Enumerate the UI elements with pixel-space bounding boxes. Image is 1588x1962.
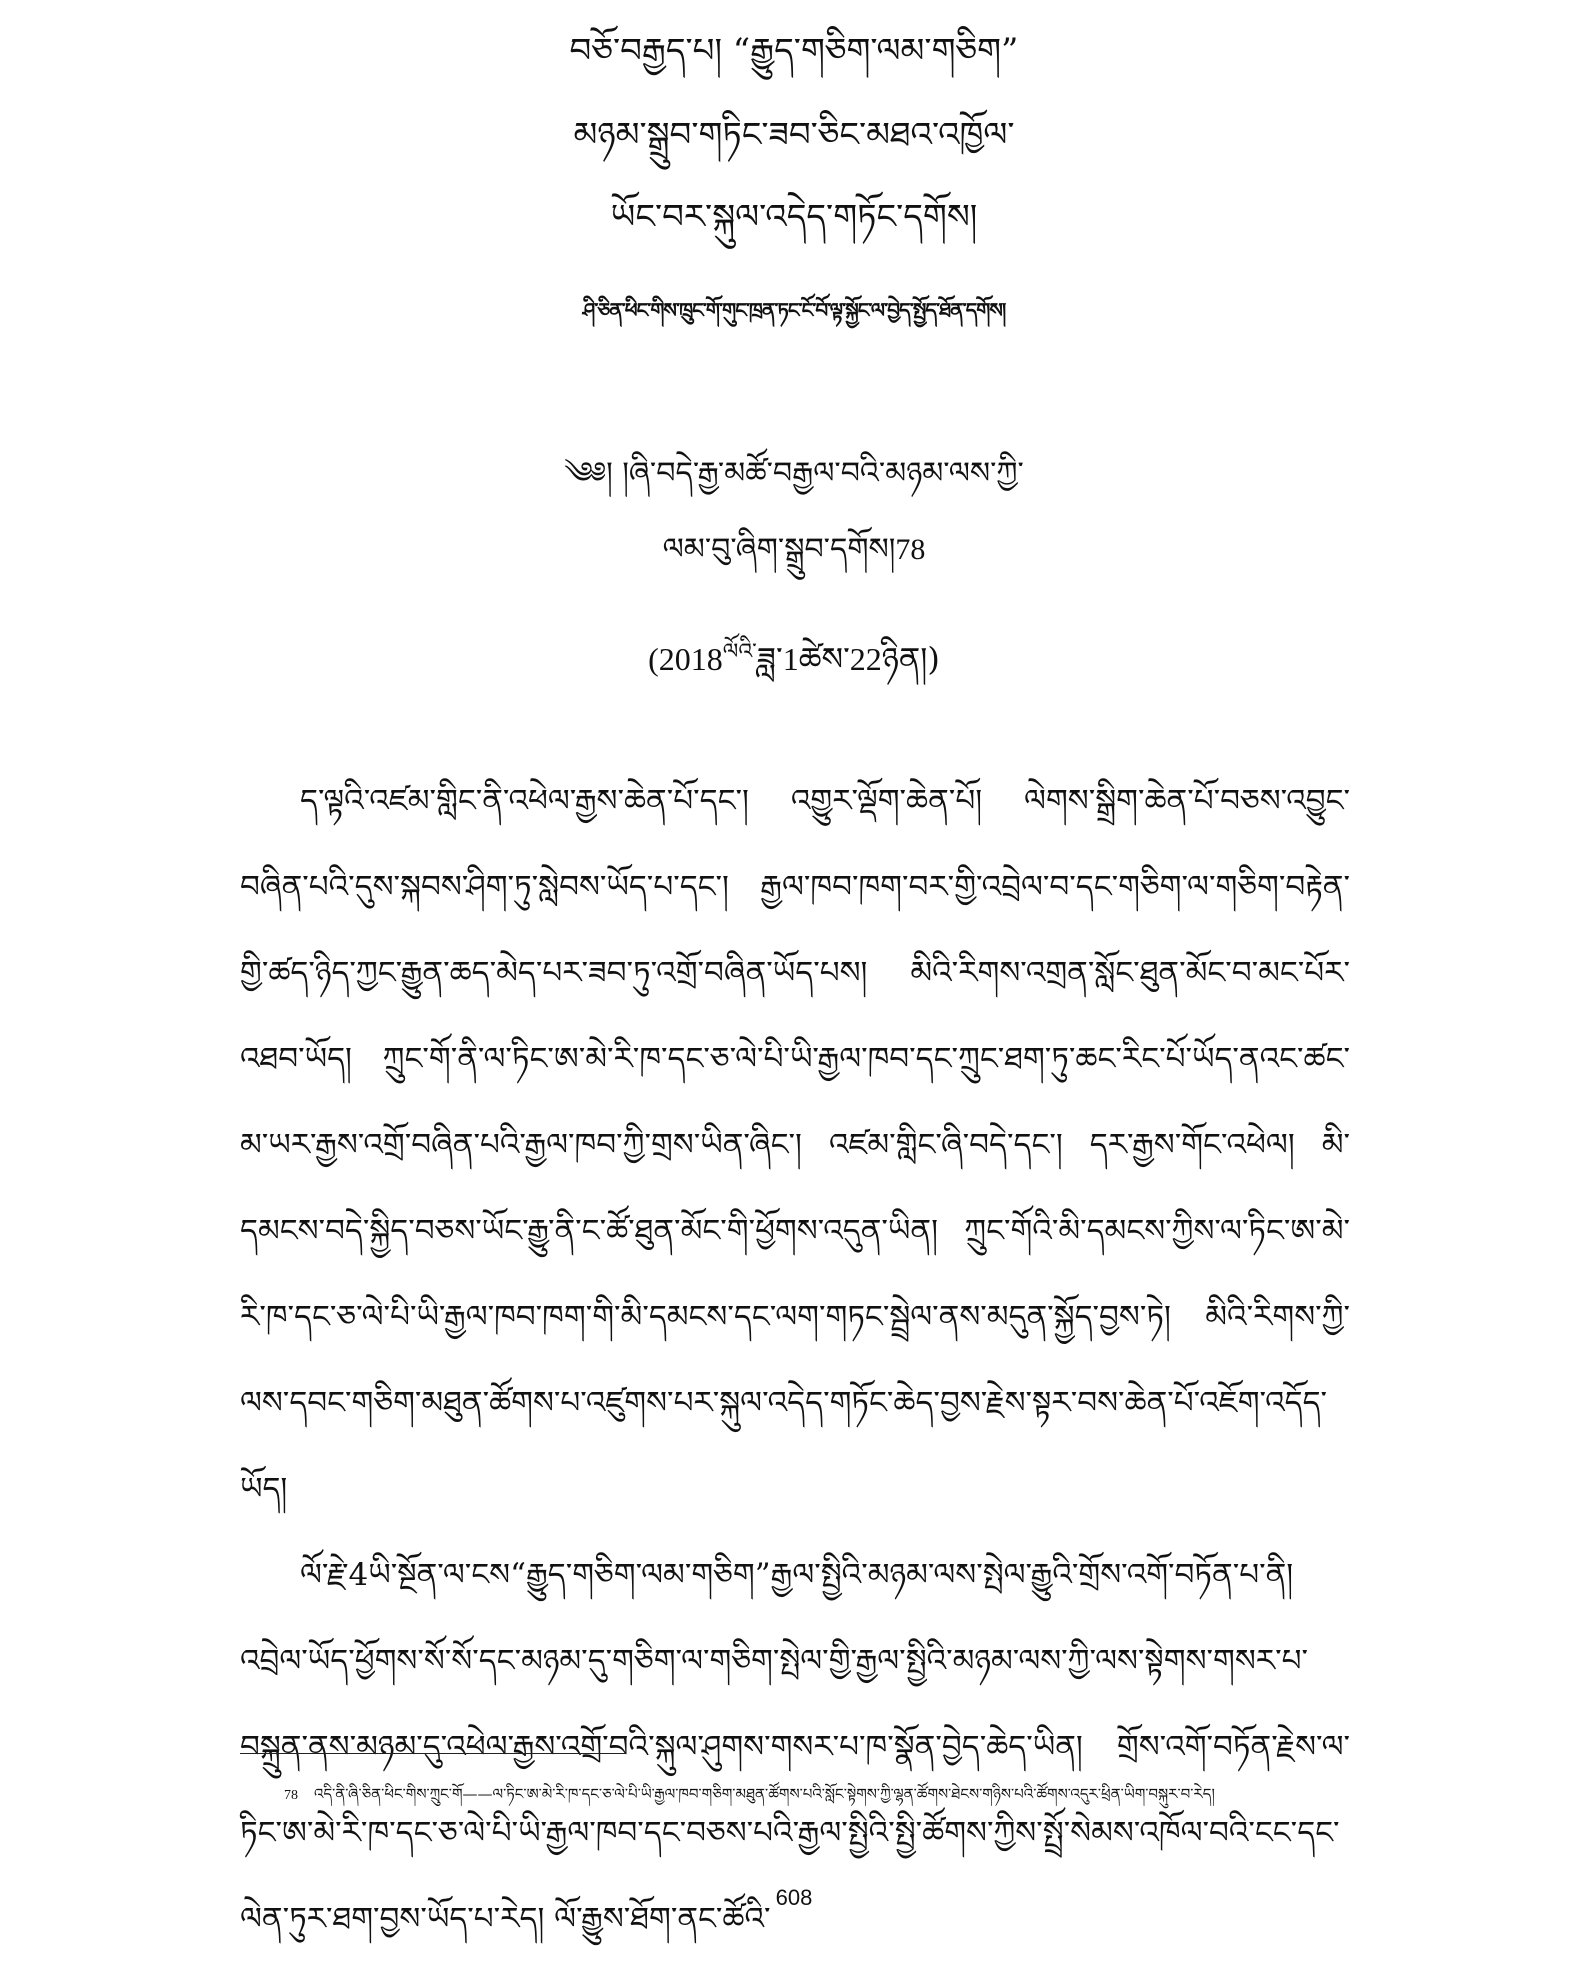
date-day: 22 [849, 641, 882, 677]
date-close: ཉིན།) [881, 640, 940, 678]
footnote [284, 1778, 1364, 1820]
date-year: 2018 [658, 641, 723, 677]
date-month: 1 [782, 641, 799, 677]
body-paragraph-2: ལོ་རྗེ་4ཡི་སྔོན་ལ་ངས“རྒྱུད་གཅིག་ལམ་གཅིག”རྒྱལ་སྤྱིའི་མཉམ་ལས་སྤེལ་རྒྱུའི་གྲོས་འགོ་བཏོན་པ་ནི། འབྲེལ་ཡོད་ཕྱོགས་སོ་སོ་དང་མཉམ་དུ་གཅིག་ལ་གཅིག་སྤེལ་གྱི་རྒྱལ་སྤྱིའི་མཉམ་ལས་ཀྱི་ལས་སྟེགས་གསར་པ་བསྐྲུན་ནས་མཉམ་དུ་འཕེལ་རྒྱས་འགྲོ་བའི་སྐུལ་ཤུགས་གསར་པ་ཁ་སྣོན་བྱེད་ཆེད་ཡིན། གྲོས་འགོ་བཏོན་རྗེས་ལ་ཏིང་ཨ་མེ་རི་ཁ་དང་ཅ་ལེ་པི་ཡི་རྒྱལ་ཁབ་དང་བཅས་པའི་རྒྱལ་སྤྱིའི་སྤྱི་ཚོགས་ཀྱིས་སྤྲོ་སེམས་འཁོལ་བའི་ངང་དང་ལེན་ཏུར་ཐག་བྱས་ཡོད་པ་རེད། ལོ་རྒྱུས་ཐོག་ནང་ཚོའི་ [240, 1557, 1350, 1937]
footnote-separator [240, 1753, 626, 1754]
chapter-heading-line-1: བཅོ་བརྒྱད་པ། “རྒྱུད་གཅིག་ལམ་གཅིག” [569, 31, 1019, 71]
article-title-text: ལམ་བུ་ཞིག་སྒྲུབ་དགོས། [662, 532, 896, 567]
date-year-suffix: ལོའི་ [722, 639, 757, 665]
footnote-text: འདི་ནི་ཞི་ཅིན་ཕིང་གིས་ཀྲུང་གོ——ལ་ཏིང་ཨ་མེ་རི་ཁ་དང་ཅ་ལེ་པི་ཡི་རྒྱལ་ཁབ་གཅིག་མཐུན་ཚོགས་པའི་སློང་སྟེགས་ཀྱི་ལྷན་ཚོགས་ཐེངས་གཉིས་པའི་ཚོགས་འདུར་ཕྲིན་ཡིག་བསྐུར་བ་རེད། [314, 1785, 1215, 1803]
date-month-prefix: ཟླ་ [756, 640, 783, 678]
article-title-line-1: ༄༅། །ཞི་བདེ་རྒྱ་མཚོ་བརྒྱལ་བའི་མཉམ་ལས་ཀྱི་ [564, 456, 1024, 491]
chapter-heading-line-3: ཡོང་བར་སྐུལ་འདེད་གཏོང་དགོས། [610, 197, 978, 237]
footnote-reference: 78 [895, 533, 926, 566]
article-date [0, 624, 1588, 714]
footnote-number: 78 [284, 1788, 298, 1803]
article-title-line-2 [0, 516, 1588, 600]
page-number: 608 [775, 1885, 813, 1910]
chapter-heading-line-2: མཉམ་སྒྲུབ་གཏིང་ཟབ་ཅིང་མཐའ་འཁྱོལ་ [573, 115, 1015, 155]
body-paragraph-1: ད་ལྟའི་འཛམ་གླིང་ནི་འཕེལ་རྒྱས་ཆེན་པོ་དང་། འགྱུར་ལྡོག་ཆེན་པོ། ལེགས་སྒྲིག་ཆེན་པོ་བཅས་འབྱུང་བཞིན་པའི་དུས་སྐབས་ཤིག་ཏུ་སླེབས་ཡོད་པ་དང་། རྒྱལ་ཁབ་ཁག་བར་གྱི་འབྲེལ་བ་དང་གཅིག་ལ་གཅིག་བརྟེན་གྱི་ཚད་ཉིད་ཀྱང་རྒྱུན་ཆད་མེད་པར་ཟབ་ཏུ་འགྲོ་བཞིན་ཡོད་པས། མིའི་རིགས་འགྲན་སློང་ཐུན་མོང་བ་མང་པོར་འཐབ་ཡོད། ཀྲུང་གོ་ནི་ལ་ཏིང་ཨ་མེ་རི་ཁ་དང་ཅ་ལེ་པི་ཡི་རྒྱལ་ཁབ་དང་ཀྲུང་ཐག་ཏུ་ཆང་རིང་པོ་ཡོད་ནའང་ཚང་མ་ཡར་རྒྱས་འགྲོ་བཞིན་པའི་རྒྱལ་ཁབ་ཀྱི་གྲས་ཡིན་ཞིང་། འཛམ་གླིང་ཞི་བདེ་དང་། དར་རྒྱས་གོང་འཕེལ། མི་དམངས་བདེ་སྐྱིད་བཅས་ཡོང་རྒྱུ་ནི་ང་ཚོ་ཐུན་མོང་གི་ཕྱོགས་འདུན་ཡིན། ཀྲུང་གོའི་མི་དམངས་ཀྱིས་ལ་ཏིང་ཨ་མེ་རི་ཁ་དང་ཅ་ལེ་པི་ཡི་རྒྱལ་ཁབ་ཁག་གི་མི་དམངས་དང་ལག་གཏང་སྦྲེལ་ནས་མདུན་སྐྱོད་བྱས་ཏེ། མིའི་རིགས་ཀྱི་ལས་དབང་གཅིག་མཐུན་ཚོགས་པ་འཛུགས་པར་སྐུལ་འདེད་གཏོང་ཆེད་བྱས་རྗེས་སྟར་བས་ཆེན་པོ་འཇོག་འདོད་ཡོད། [240, 783, 1350, 1507]
date-day-prefix: ཚེས་ [798, 640, 850, 678]
date-open-paren: ( [648, 641, 659, 677]
chapter-subheading: ཤི་ཅིན་ཕིང་གིས་ཁྲུང་གོ་གུང་ཁྲན་ཏང་ངོ་བོ་ལྟ་སྐྱོང་ལ་བྱེད་སྤྱོད་ཐོན་དགོས། [582, 298, 1006, 322]
